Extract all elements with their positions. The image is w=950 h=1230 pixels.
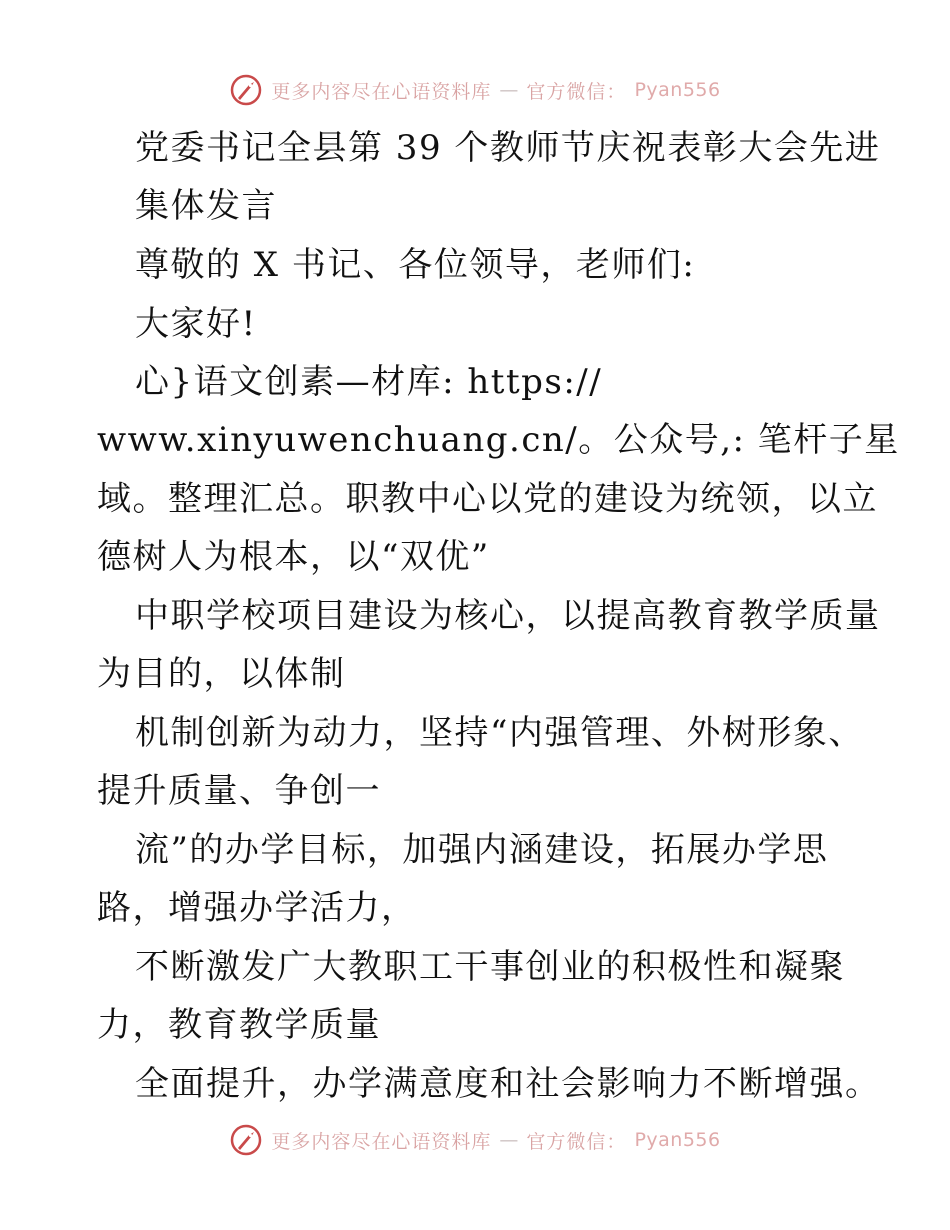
body-line: 域。整理汇总。职教中心以党的建设为统领，以立: [97, 479, 878, 519]
watermark-separator: —: [499, 1129, 519, 1151]
pen-nib-logo-icon: [229, 73, 263, 107]
body-line: 中职学校项目建设为核心，以提高教育教学质量: [135, 596, 881, 636]
greeting: 大家好!: [135, 304, 257, 344]
document-title-line-1: 党委书记全县第 39 个教师节庆祝表彰大会先进: [135, 128, 881, 168]
body-line: 德树人为根本，以“双优”: [97, 537, 490, 577]
watermark-text: 更多内容尽在心语资料库: [271, 80, 492, 103]
watermark-label: 官方微信：: [526, 80, 627, 103]
body-line: www.xinyuwenchuang.cn/。公众号,: 笔杆子星: [97, 420, 900, 460]
header-watermark: [0, 70, 950, 110]
body-line: 路，增强办学活力，: [97, 888, 417, 928]
salutation: 尊敬的 X 书记、各位领导，老师们:: [135, 245, 696, 285]
body-line: 全面提升，办学满意度和社会影响力不断增强。: [135, 1064, 881, 1104]
body-line: 力，教育教学质量: [97, 1005, 381, 1045]
pen-nib-logo-icon: [229, 1123, 263, 1157]
watermark-account: Pyan556: [634, 1129, 721, 1151]
body-line: 流”的办学目标，加强内涵建设，拓展办学思: [135, 830, 829, 870]
footer-watermark: [0, 1120, 950, 1160]
body-line: 机制创新为动力，坚持“内强管理、外树形象、: [135, 713, 864, 753]
document-title-line-2: 集体发言: [135, 186, 277, 226]
watermark-label: 官方微信：: [526, 1130, 627, 1153]
body-line: 提升质量、争创一: [97, 771, 381, 811]
body-line: 为目的，以体制: [97, 654, 346, 694]
watermark-account: Pyan556: [634, 79, 721, 101]
watermark-separator: —: [499, 79, 519, 101]
body-line: 心}语文创素—材库: https://: [135, 362, 603, 402]
body-line: 不断激发广大教职工干事创业的积极性和凝聚: [135, 947, 845, 987]
watermark-text: 更多内容尽在心语资料库: [271, 1130, 492, 1153]
